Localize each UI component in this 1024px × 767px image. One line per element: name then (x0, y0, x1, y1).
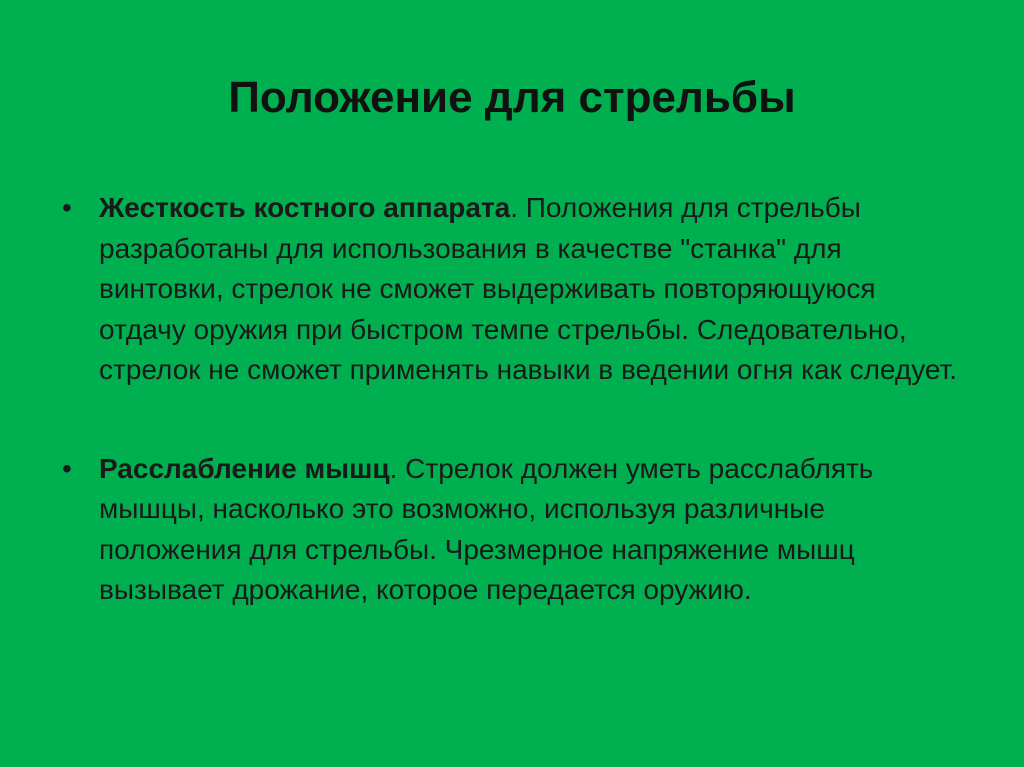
bullet-text: . Стрелок должен уметь расслаблять мышцы, насколько это возможно, используя различные положения для стрельбы. Чрезмерное напряжение мышц вызывает дрожание, которое передается оружию. (99, 452, 874, 605)
bullet-dot-icon: • (62, 452, 72, 484)
bullet-term: Жесткость костного аппарата (99, 192, 511, 223)
bullet-text: . Положения для стрельбы разработаны для использования в качестве "станка" для винтовки, стрелок не сможет выдерживать повторяющуюся отдачу оружия при быстром темпе стрельбы. Следовательно, стрелок не сможет применять навыки в ведении огня как следует. (99, 192, 958, 385)
bullet-item-bone-rigidity (62, 188, 962, 391)
bullet-item-muscle-relaxation (62, 449, 962, 611)
bullet-list (62, 188, 962, 611)
slide-title: Положение для стрельбы (228, 73, 796, 122)
bullet-term: Расслабление мышц (99, 452, 390, 484)
bullet-dot-icon: • (62, 192, 72, 223)
